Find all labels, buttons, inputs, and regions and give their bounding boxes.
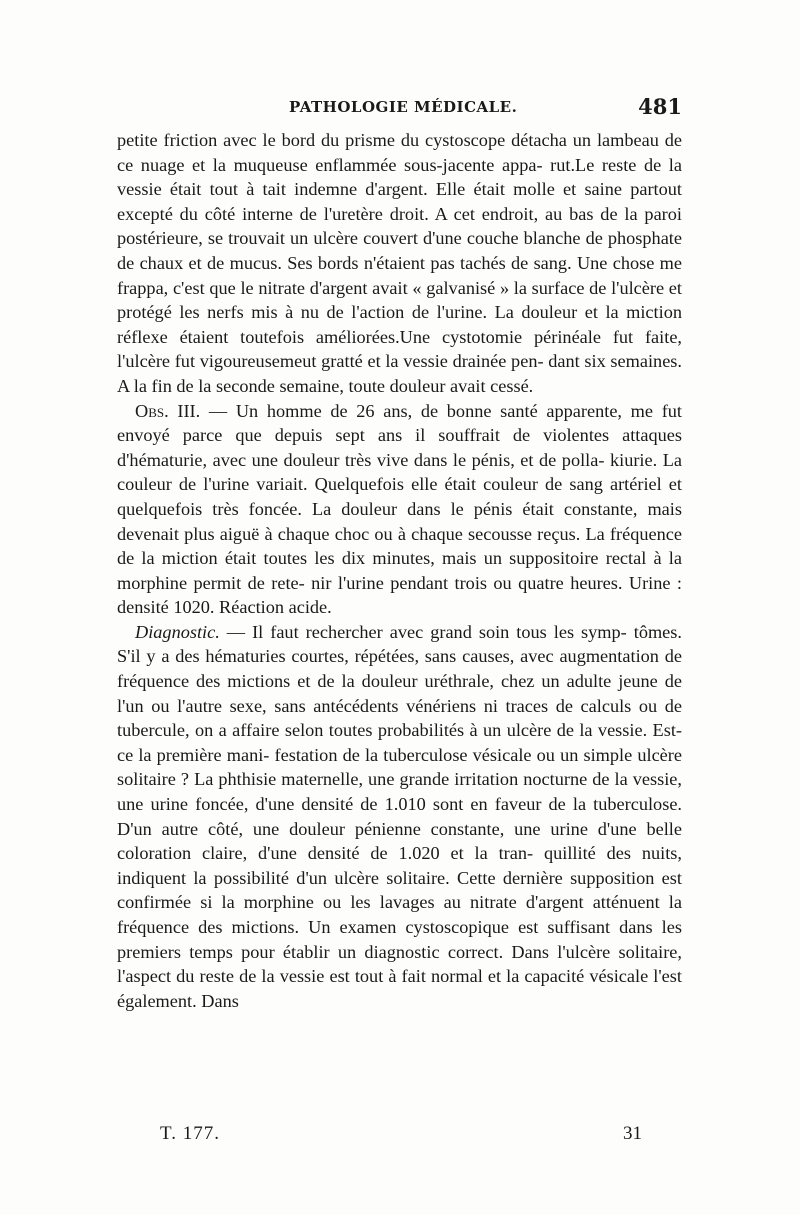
- page-footer: [160, 1123, 642, 1149]
- paragraph-observation: [117, 399, 682, 620]
- running-title: PATHOLOGIE MÉDICALE.: [289, 98, 518, 116]
- signature-mark: T. 177.: [160, 1123, 220, 1144]
- paragraph-text: — Il faut rechercher avec grand soin tous les symp- tômes. S'il y a des hématuries courtes, répétées, sans causes, avec augmentation de fréquence des mictions et de la douleur uréthrale, chez un adulte jeune de l'un ou l'autre sexe, sans antécédents vénériens ni traces de calculs ou de tubercule, on a affaire selon toutes probabilités à un ulcère de la vessie. Est-ce la première mani- festation de la tuberculose vésicale ou un simple ulcère solitaire ? La phthisie maternelle, une grande irritation nocturne de la vessie, une urine foncée, d'une densité de 1.010 sont en faveur de la tuberculose. D'un autre côté, une douleur pénienne constante, une urine d'une belle coloration claire, d'une densité de 1.020 et la tran- quillité des nuits, indiquent la possibilité d'un ulcère solitaire. Cette dernière supposition est confirmée si la morphine ou les lavages au nitrate d'argent atténuent la fréquence des mictions. Un examen cystoscopique est suffisant dans les premiers temps pour établir un diagnostic correct. Dans l'ulcère solitaire, l'aspect du reste de la vessie est tout à fait normal et la capacité vésicale l'est également. Dans: [117, 621, 682, 1011]
- body-text: [117, 128, 682, 1013]
- paragraph-diagnostic: [117, 620, 682, 1014]
- observation-heading: Obs. III.: [135, 400, 201, 421]
- running-head: [117, 96, 682, 124]
- paragraph-text: petite friction avec le bord du prisme du cystoscope détacha un lambeau de ce nuage et la muqueuse enflammée sous-jacente appa- rut.Le reste de la vessie était tout à tait indemne d'argent. Elle était molle et saine partout excepté du côté interne de l'uretère droit. A cet endroit, au bas de la paroi postérieure, se trouvait un ulcère couvert d'une couche blanche de phosphate de chaux et de mucus. Ses bords n'étaient pas tachés de sang. Une chose me frappa, c'est que le nitrate d'argent avait « galvanisé » la surface de l'ulcère et protégé les nerfs mis à nu de l'action de l'urine. La douleur et la miction réflexe étaient toutefois améliorées.Une cystotomie périnéale fut faite, l'ulcère fut vigoureusemeut gratté et la vessie drainée pen- dant six semaines. A la fin de la seconde semaine, toute douleur avait cessé.: [117, 130, 682, 396]
- paragraph-continuation: [117, 128, 682, 399]
- sheet-number: 31: [623, 1123, 642, 1144]
- paragraph-text: — Un homme de 26 ans, de bonne santé apparente, me fut envoyé parce que depuis sept ans il souffrait de violentes attaques d'hématurie, avec une douleur très vive dans le pénis, et de polla- kiurie. La couleur de l'urine variait. Quelquefois elle était couleur de sang artériel et quelquefois très foncée. La douleur dans le pénis était constante, mais devenait plus aiguë à chaque choc ou à chaque secousse reçus. La fréquence de la miction était toutes les dix minutes, mais un suppositoire rectal à la morphine permit de rete- nir l'urine pendant trois ou quatre heures. Urine : densité 1020. Réaction acide.: [117, 400, 682, 618]
- diagnostic-heading: Diagnostic.: [135, 621, 220, 642]
- page-number: 481: [638, 94, 682, 119]
